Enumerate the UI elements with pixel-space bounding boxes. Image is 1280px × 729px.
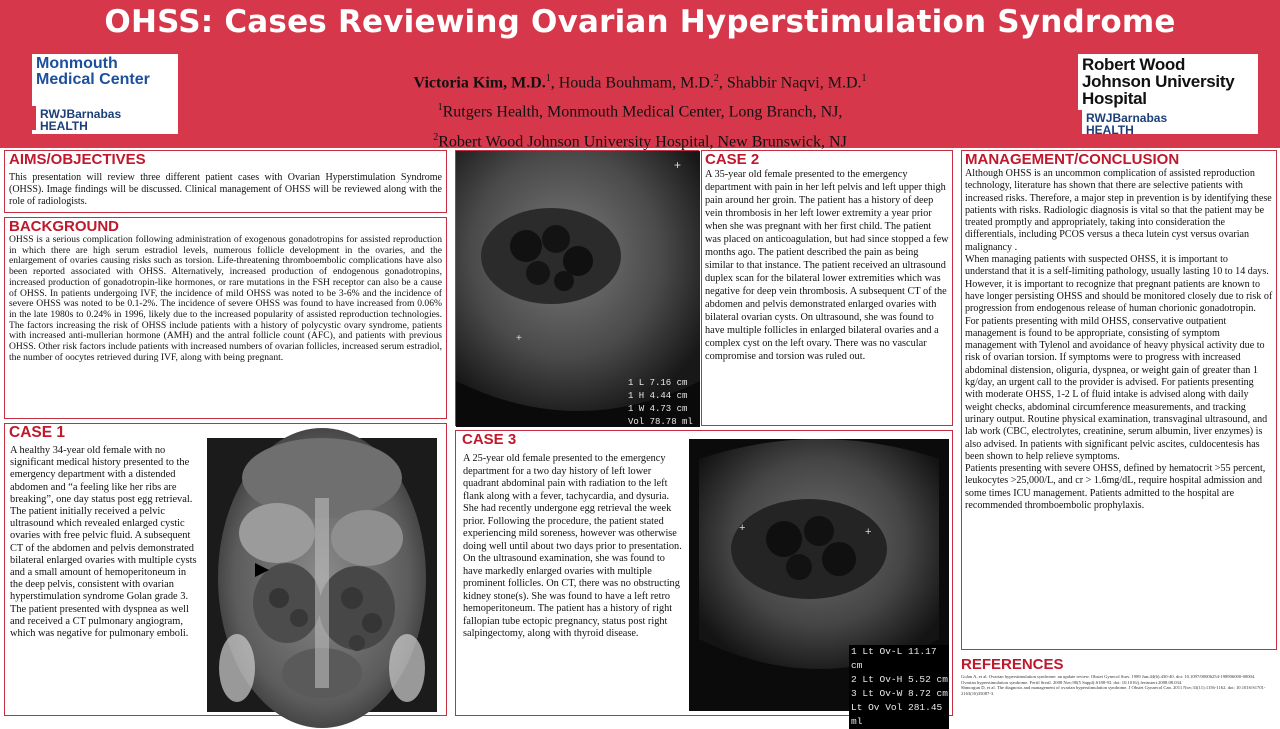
monmouth-medical-center-logo [32,54,178,134]
logo-accent-bar [32,106,36,130]
affiliation-2: $^2$Robert Wood Johnson University Hospital, New Brunswick, NJ [433,131,847,150]
management-conclusion-section [961,150,1277,650]
section-text: OHSS is a serious complication following administration of exogenous gonadotropins for assisted reproduction in which there are high serum estradiol levels, numerous follicle development in the ovaries, and the enlargement of ovaries causing risks such as torsion. Life-threatening thromboembolic complications have also been reported associated with OHSS. Alternatively, increased production of endogenous gonadotropins, increased production of gonadotropin-like hormones, or rare mutations in the FSH receptor can also be a cause of OHSS. In patients undergoing IVF, the incidence of mild OHSS was noted to be 3-6% and the incidence of severe OHSS was noted to be 0.1-2%. The incidence of severe OHSS was found to have increased from 0.06% in the late 1980s to 0.24% in 1996, likely due to the increased popularity of assisted reproduction technologies. The factors increasing the risk of OHSS include patients with a history of polycystic ovary syndrome, patients with increased anti-mullerian hormone (AMH) and the antral follicle count (AFC), and patients with previous OHSS. Other risk factors include patients with increased numbers of ovarian follicles, increased serum estradiol, the number of oocytes retrieved during IVF, along with being pregnant. [9,234,442,363]
rwjbarnabas-logo-text: RWJBarnabas HEALTH [1086,111,1168,137]
case-3-measurement-readout: 1 Lt Ov-L 11.17 cm 2 Lt Ov-H 5.52 cm 3 Lt Ov-W 8.72 cm Lt Ov Vol 281.45 ml [851,646,948,727]
rwjbarnabas-logo-text: RWJBarnabas HEALTH [40,107,122,133]
case-2-measurement-readout: 1 L 7.16 cm 1 H 4.44 cm 1 W 4.73 cm Vol 78.78 ml [628,378,693,427]
section-heading: CASE 1 [9,424,65,441]
references-section [961,656,1277,718]
case-2-section [701,150,953,426]
case-2-ultrasound-image [455,150,699,426]
reference-item: Shmorgun D, et al. The diagnosis and management of ovarian hyperstimulation syndrome. J Obstet Gynaecol Can. 2011 Nov;33(11):1156-1162. doi: 10.1016/S1701-2163(16)35087-3. [961,685,1266,696]
section-heading: CASE 2 [705,151,760,168]
section-paragraph: For patients presenting with mild OHSS, conservative outpatient management is found to be appropriate, consisting of symptom management with Tylenol and avoidance of heavy physical activity due to risk of ovarian torsion. If symptoms were to progress with increased abdominal distension, oliguria, dyspnea, or weight gain of greater than 1 kg/day, an urgent call to the provider is advised. For patients presenting with moderate OHSS, 1-2 L of fluid intake is advised along with daily weight checks, abdominal circumference measurements, and tracking urinary output. Routine physical examination, transvaginal ultrasound, and lab work (CBC, electrolytes, creatinine, serum albumin, liver enzymes) is also advised. In patients with significant pelvic ascites, culdocentesis has been shown to help relieve symptoms. [965,315,1268,462]
case-1-section [4,423,447,716]
svg-text:+: + [739,522,746,534]
section-paragraph: Although OHSS is an uncommon complication of assisted reproduction technology, literature has shown that there are selective patients with increased risks. Therefore, a major step in prevention is by identifying these patients with risks. Radiologic diagnosis is vital so that the patient may be treated promptly and appropriately, taking into consideration the differentials, including PCOS versus a theca lutein cyst versus ovarian malignancy . [965,168,1272,253]
case-3-section [455,430,953,727]
case-3-ultrasound-image [689,439,949,727]
author-3: , Shabbir Naqvi, M.D. [718,74,862,92]
affiliation-1: $^1$Rutgers Health, Monmouth Medical Center, Long Branch, NJ, [437,102,843,121]
monmouth-logo-text: Monmouth Medical Center [36,55,150,88]
section-heading: BACKGROUND [9,218,119,235]
author-block [300,66,980,154]
aims-objectives-section [4,150,447,213]
section-heading: MANAGEMENT/CONCLUSION [965,151,1180,168]
poster-title: OHSS: Cases Reviewing Ovarian Hyperstimulation Syndrome [104,4,1176,40]
section-paragraph: When managing patients with suspected OHSS, it is important to understand that it is a self-limiting pathology, usually lasting 10 to 14 days. However, it is important to recognize that pregnant patients are known to have longer persisting OHSS and should be monitored closely due to risk of progression from endogenous release of human chorionic gonadotropin. [965,254,1273,315]
section-text: A 35-year old female presented to the emergency department with pain in her left pelvis and left upper thigh pain around her groin. The patient has a history of deep vein thrombosis in her left lower extremity a year prior when she was pregnant with her first child. The patient was placed on anticoagulation, but had since stopped a few months ago. The patient described the pain as being similar to that instance. The patient received an ultrasound duplex scan for the bilateral lower extremities which was negative for deep vein thrombosis. A subsequent CT of the abdomen and pelvis demonstrated enlarged ovaries with bilateral ovarian cysts. On ultrasound, she was found to have multiple follicles in enlarged bilateral ovaries and a complex cyst on the left ovary. There was no vascular compromise and torsion was ruled out. [705,169,949,362]
background-section [4,217,447,419]
section-text: A 25-year old female presented to the emergency department for a two day history of left lower quadrant abdominal pain with radiation to the left flank along with a fever, tachycardia, and dysuria. She had recently undergone egg retrieval the week prior. Following the procedure, the patient stated experiencing mild soreness, however was otherwise doing well until about two days prior to presentation. On the ultrasound examination, she was found to have markedly enlarged ovaries with multiple prominent follicles. On CT, there was no obstructing kidney stone(s). She was found to have a left retro hemoperitoneum. The patient has a history of right fallopian tube ectopic pregnancy, status post right salpingectomy, along with thyroid disease. [463,453,682,639]
coronal-ct-image [207,438,437,712]
author-line: Victoria Kim, M.D.$^1$, Houda Bouhmam, M.D.$^2$, Shabbir Naqvi, M.D.$^1$ [413,73,867,92]
rwj-university-hospital-logo [1078,54,1258,137]
section-heading: REFERENCES [961,656,1064,673]
reference-item: Golan A, et al. Ovarian hyperstimulation syndrome: an update review. Obstet Gynecol Surv. 1989 Jun;44(6):430-40. doi: 10.1097/00006254-198906000-00004. [961,674,1256,679]
reference-item: Ovarian hyperstimulation syndrome. Fertil Steril. 2008 Nov;90(5 Suppl):S188-93. doi: 10.1016/j.fertnstert.2008.08.034. [961,679,1183,685]
section-heading: AIMS/OBJECTIVES [9,151,146,168]
section-paragraph: Patients presenting with severe OHSS, defined by hematocrit >55 percent, leukocytes >25,000/L, and cr > 1.6mg/dL, require hospital admission and some times ICU management. Patients admitted to the hospital are recommended thromboembolic prophylaxis. [965,463,1266,512]
logo-accent-bar [1078,110,1082,134]
svg-text:+: + [674,158,682,172]
svg-text:+: + [865,526,872,538]
rwjuh-logo-text: Robert Wood Johnson University Hospital [1082,55,1235,108]
svg-text:+: + [516,333,522,344]
lead-author: Victoria Kim, M.D. [413,74,546,92]
section-heading: CASE 3 [462,431,517,448]
author-2: , Houda Bouhmam, M.D. [550,74,714,92]
section-text: This presentation will review three different patient cases with Ovarian Hyperstimulation Syndrome (OHSS). Image findings will be discussed. Clinical management of OHSS will be reviewed along with the role of radiologists. [9,172,442,207]
poster-header [0,0,1280,148]
section-text: A healthy 34-year old female with no significant medical history presented to the emergency department with a distended abdomen and “a feeling like her ribs are breaking”, one day status post egg retrieval. The patient initially received a pelvic ultrasound which revealed enlarged cystic ovaries with free pelvic fluid. A subsequent CT of the abdomen and pelvis demonstrated bilateral enlarged ovaries with multiple cysts and a small amount of hemoperitoneum in the deep pelvis, consistent with ovarian hyperstimulation syndrome Golan grade 3. The patient presented with dyspnea as well and received a CT pulmonary angiogram, which was negative for pulmonary emboli. [10,445,197,640]
